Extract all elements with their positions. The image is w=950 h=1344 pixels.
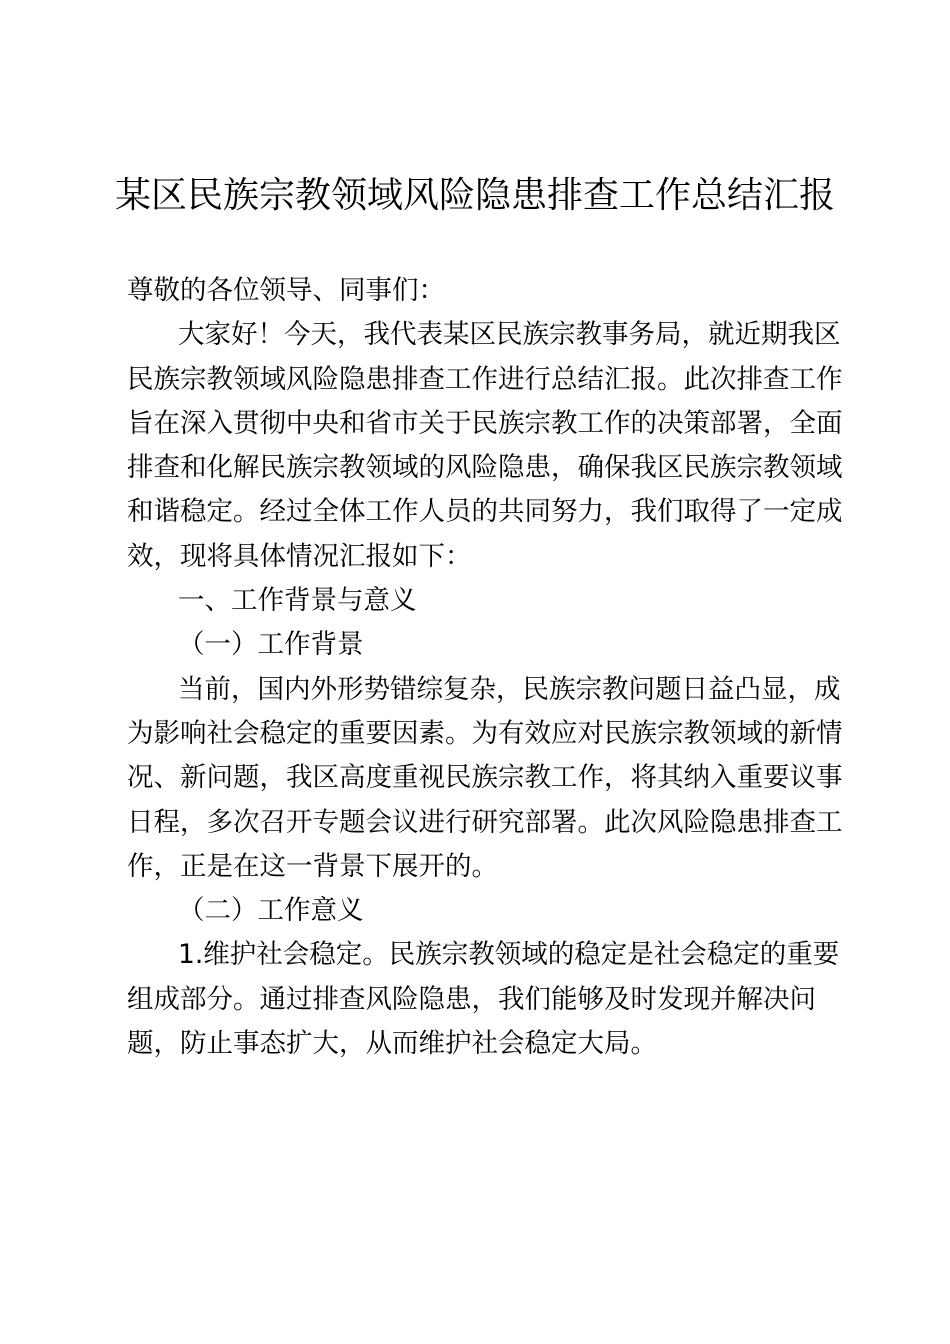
paragraph-line: 题，防止事态扩大，从而维护社会稳定大局。 — [127, 1028, 657, 1060]
section-heading: 一、工作背景与意义 — [178, 585, 417, 617]
paragraph-line: 组成部分。通过排查风险隐患，我们能够及时发现并解决问 — [127, 983, 816, 1015]
paragraph-line: 当前，国内外形势错综复杂，民族宗教问题日益凸显，成 — [178, 673, 841, 705]
paragraph-line: 作，正是在这一背景下展开的。 — [127, 850, 498, 882]
paragraph-line: 日程，多次召开专题会议进行研究部署。此次风险隐患排查工 — [127, 806, 843, 838]
paragraph-line: 民族宗教领域风险隐患排查工作进行总结汇报。此次排查工作 — [127, 363, 843, 395]
paragraph-line: 况、新问题，我区高度重视民族宗教工作，将其纳入重要议事 — [127, 762, 843, 794]
document-body — [127, 269, 843, 1066]
paragraph-line: 效，现将具体情况汇报如下： — [127, 540, 472, 572]
document-title: 某区民族宗教领域风险隐患排查工作总结汇报 — [114, 175, 835, 216]
paragraph-line: 旨在深入贯彻中央和省市关于民族宗教工作的决策部署，全面 — [127, 407, 843, 439]
paragraph-line: 为影响社会稳定的重要因素。为有效应对民族宗教领域的新情 — [127, 717, 843, 749]
paragraph-line: 排查和化解民族宗教领域的风险隐患，确保我区民族宗教领域 — [127, 452, 843, 484]
paragraph-line: 和谐稳定。经过全体工作人员的共同努力，我们取得了一定成 — [127, 496, 843, 528]
salutation-line: 尊敬的各位领导、同事们： — [127, 275, 445, 306]
subsection-heading: （一）工作背景 — [178, 629, 364, 661]
subsection-heading: （二）工作意义 — [178, 895, 364, 927]
paragraph-line: 大家好！今天，我代表某区民族宗教事务局，就近期我区 — [178, 319, 841, 351]
paragraph-line: 1.维护社会稳定。民族宗教领域的稳定是社会稳定的重要 — [178, 939, 840, 971]
